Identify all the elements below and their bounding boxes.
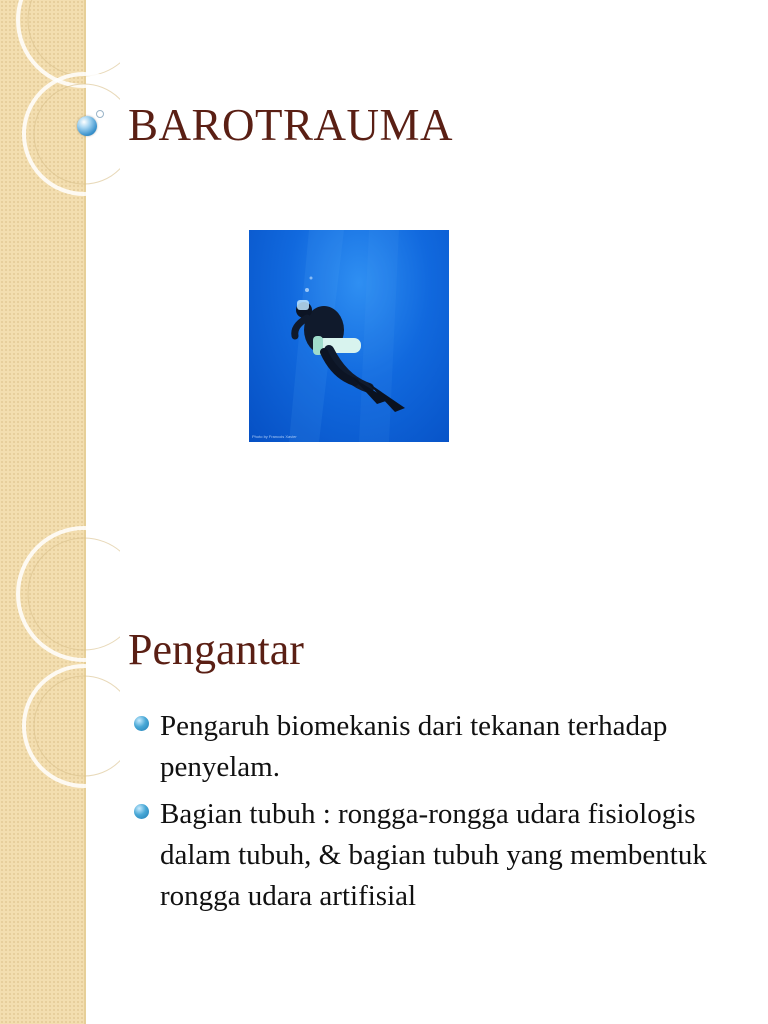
small-ring-icon	[96, 110, 104, 118]
slide-pengantar	[0, 512, 768, 1024]
bullet-text: Bagian tubuh : rongga-rongga udara fisiologis dalam tubuh, & bagian tubuh yang membentuk rongga udara artifisial	[160, 798, 707, 912]
decorative-arcs	[0, 0, 120, 512]
orb-bullet-icon	[77, 116, 97, 136]
list-item	[130, 794, 750, 917]
bullet-list	[130, 706, 750, 923]
diver-photo	[249, 230, 449, 442]
round-bullet-icon	[134, 716, 149, 731]
slide-title: BAROTRAUMA	[128, 100, 454, 150]
bullet-text: Pengaruh biomekanis dari tekanan terhadap penyelam.	[160, 710, 668, 783]
scuba-diver-icon	[249, 230, 449, 442]
photo-credit: Photo by Francois Xavier	[252, 434, 297, 439]
decorative-arcs	[0, 512, 120, 1024]
list-item	[130, 706, 750, 788]
slide-title: Pengantar	[128, 625, 304, 674]
round-bullet-icon	[134, 804, 149, 819]
